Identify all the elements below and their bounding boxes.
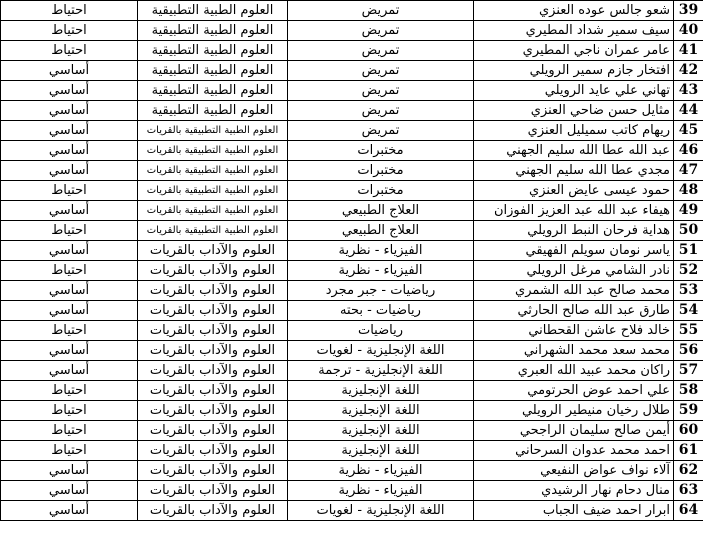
candidate-name: خالد فلاح عاشن القحطاني <box>474 321 674 341</box>
specialization: تمريض <box>288 81 474 101</box>
row-number: 63 <box>674 481 703 501</box>
row-number: 45 <box>674 121 703 141</box>
status: احتياط <box>1 1 138 21</box>
college: العلوم والآداب بالقريات <box>138 381 288 401</box>
specialization: تمريض <box>288 101 474 121</box>
college: العلوم الطبية التطبيقية <box>138 61 288 81</box>
candidate-name: محمد سعد محمد الشهراني <box>474 341 674 361</box>
status: أساسي <box>1 341 138 361</box>
status: أساسي <box>1 281 138 301</box>
specialization: رياضيات - جبر مجرد <box>288 281 474 301</box>
table-row <box>1 381 703 401</box>
specialization: اللغة الإنجليزية - لغويات <box>288 501 474 521</box>
table-row <box>1 181 703 201</box>
row-number: 60 <box>674 421 703 441</box>
specialization: الفيزياء - نظرية <box>288 481 474 501</box>
specialization: مختبرات <box>288 141 474 161</box>
specialization: اللغة الإنجليزية <box>288 381 474 401</box>
table-row <box>1 321 703 341</box>
table-row <box>1 1 703 21</box>
candidate-name: طارق عبد الله صالح الحارثي <box>474 301 674 321</box>
status: أساسي <box>1 121 138 141</box>
status: أساسي <box>1 481 138 501</box>
table-row <box>1 161 703 181</box>
table-row <box>1 341 703 361</box>
status: أساسي <box>1 81 138 101</box>
status: احتياط <box>1 41 138 61</box>
candidate-name: ابرار احمد ضيف الجباب <box>474 501 674 521</box>
college: العلوم الطبية التطبيقية بالقريات <box>138 221 288 241</box>
specialization: الفيزياء - نظرية <box>288 261 474 281</box>
table-row <box>1 481 703 501</box>
specialization: اللغة الإنجليزية - ترجمة <box>288 361 474 381</box>
specialization: رياضيات <box>288 321 474 341</box>
college: العلوم الطبية التطبيقية بالقريات <box>138 121 288 141</box>
candidate-name: محمد صالح عبد الله الشمري <box>474 281 674 301</box>
college: العلوم والآداب بالقريات <box>138 361 288 381</box>
status: أساسي <box>1 101 138 121</box>
specialization: مختبرات <box>288 161 474 181</box>
candidate-name: نادر الشامي مرغل الرويلي <box>474 261 674 281</box>
table-row <box>1 101 703 121</box>
row-number: 53 <box>674 281 703 301</box>
college: العلوم الطبية التطبيقية <box>138 21 288 41</box>
table-row <box>1 261 703 281</box>
table-row <box>1 301 703 321</box>
row-number: 46 <box>674 141 703 161</box>
table-row <box>1 421 703 441</box>
table-row <box>1 361 703 381</box>
candidates-table-body <box>1 1 703 521</box>
candidate-name: طلال رخيان منيطير الرويلي <box>474 401 674 421</box>
specialization: تمريض <box>288 1 474 21</box>
status: أساسي <box>1 301 138 321</box>
specialization: الفيزياء - نظرية <box>288 461 474 481</box>
status: احتياط <box>1 381 138 401</box>
specialization: اللغة الإنجليزية <box>288 441 474 461</box>
college: العلوم الطبية التطبيقية <box>138 81 288 101</box>
college: العلوم والآداب بالقريات <box>138 281 288 301</box>
college: العلوم والآداب بالقريات <box>138 461 288 481</box>
candidate-name: مثايل حسن ضاحي العنزي <box>474 101 674 121</box>
college: العلوم والآداب بالقريات <box>138 421 288 441</box>
college: العلوم والآداب بالقريات <box>138 261 288 281</box>
candidate-name: تهاني علي عايد الرويلي <box>474 81 674 101</box>
candidate-name: راكان محمد عبيد الله العبري <box>474 361 674 381</box>
college: العلوم والآداب بالقريات <box>138 481 288 501</box>
row-number: 54 <box>674 301 703 321</box>
candidate-name: أيمن صالح سليمان الراجحي <box>474 421 674 441</box>
table-row <box>1 221 703 241</box>
candidate-name: افتخار جازم سمير الرويلي <box>474 61 674 81</box>
status: احتياط <box>1 221 138 241</box>
college: العلوم والآداب بالقريات <box>138 501 288 521</box>
row-number: 59 <box>674 401 703 421</box>
college: العلوم والآداب بالقريات <box>138 321 288 341</box>
college: العلوم الطبية التطبيقية بالقريات <box>138 201 288 221</box>
specialization: اللغة الإنجليزية - لغويات <box>288 341 474 361</box>
table-row <box>1 461 703 481</box>
college: العلوم والآداب بالقريات <box>138 341 288 361</box>
status: أساسي <box>1 501 138 521</box>
college: العلوم الطبية التطبيقية بالقريات <box>138 181 288 201</box>
table-row <box>1 401 703 421</box>
row-number: 57 <box>674 361 703 381</box>
row-number: 52 <box>674 261 703 281</box>
specialization: تمريض <box>288 121 474 141</box>
candidate-name: علي احمد عوض الحرتومي <box>474 381 674 401</box>
table-row <box>1 441 703 461</box>
status: أساسي <box>1 161 138 181</box>
specialization: تمريض <box>288 41 474 61</box>
row-number: 58 <box>674 381 703 401</box>
row-number: 64 <box>674 501 703 521</box>
specialization: تمريض <box>288 61 474 81</box>
candidate-name: عامر عمران ناجي المطيري <box>474 41 674 61</box>
college: العلوم الطبية التطبيقية <box>138 41 288 61</box>
candidate-name: مجدي عطا الله سليم الجهني <box>474 161 674 181</box>
candidate-name: هداية فرحان النبط الرويلي <box>474 221 674 241</box>
candidate-name: حمود عيسى عايض العنزي <box>474 181 674 201</box>
table-row <box>1 141 703 161</box>
status: أساسي <box>1 201 138 221</box>
row-number: 55 <box>674 321 703 341</box>
status: احتياط <box>1 21 138 41</box>
row-number: 50 <box>674 221 703 241</box>
status: أساسي <box>1 361 138 381</box>
row-number: 44 <box>674 101 703 121</box>
table-row <box>1 81 703 101</box>
college: العلوم الطبية التطبيقية بالقريات <box>138 141 288 161</box>
status: احتياط <box>1 261 138 281</box>
row-number: 43 <box>674 81 703 101</box>
table-row <box>1 241 703 261</box>
row-number: 61 <box>674 441 703 461</box>
college: العلوم الطبية التطبيقية بالقريات <box>138 161 288 181</box>
status: أساسي <box>1 461 138 481</box>
status: أساسي <box>1 241 138 261</box>
row-number: 47 <box>674 161 703 181</box>
table-row <box>1 121 703 141</box>
status: احتياط <box>1 181 138 201</box>
table-row <box>1 501 703 521</box>
candidate-name: احمد محمد عدوان السرحاني <box>474 441 674 461</box>
table-row <box>1 41 703 61</box>
row-number: 51 <box>674 241 703 261</box>
row-number: 62 <box>674 461 703 481</box>
specialization: تمريض <box>288 21 474 41</box>
college: العلوم والآداب بالقريات <box>138 401 288 421</box>
status: احتياط <box>1 421 138 441</box>
candidate-name: منال دحام نهار الرشيدي <box>474 481 674 501</box>
college: العلوم الطبية التطبيقية <box>138 101 288 121</box>
table-row <box>1 201 703 221</box>
candidate-name: ريهام كاتب سميليل العنزي <box>474 121 674 141</box>
candidate-name: شعو جالس عوده العنزي <box>474 1 674 21</box>
status: أساسي <box>1 141 138 161</box>
row-number: 49 <box>674 201 703 221</box>
specialization: العلاج الطبيعي <box>288 221 474 241</box>
row-number: 48 <box>674 181 703 201</box>
college: العلوم والآداب بالقريات <box>138 241 288 261</box>
college: العلوم الطبية التطبيقية <box>138 1 288 21</box>
candidate-name: آلاء نواف عواض النفيعي <box>474 461 674 481</box>
row-number: 39 <box>674 1 703 21</box>
candidate-name: عبد الله عطا الله سليم الجهني <box>474 141 674 161</box>
table-row <box>1 281 703 301</box>
row-number: 42 <box>674 61 703 81</box>
specialization: اللغة الإنجليزية <box>288 421 474 441</box>
status: احتياط <box>1 321 138 341</box>
status: أساسي <box>1 61 138 81</box>
college: العلوم والآداب بالقريات <box>138 441 288 461</box>
specialization: مختبرات <box>288 181 474 201</box>
specialization: العلاج الطبيعي <box>288 201 474 221</box>
row-number: 40 <box>674 21 703 41</box>
status: احتياط <box>1 401 138 421</box>
candidate-name: سيف سمير شداد المطيري <box>474 21 674 41</box>
row-number: 56 <box>674 341 703 361</box>
specialization: اللغة الإنجليزية <box>288 401 474 421</box>
table-row <box>1 61 703 81</box>
specialization: الفيزياء - نظرية <box>288 241 474 261</box>
candidate-name: ياسر نومان سويلم الفهيقي <box>474 241 674 261</box>
specialization: رياضيات - بحته <box>288 301 474 321</box>
candidate-name: هيفاء عبد الله عبد العزيز الفوزان <box>474 201 674 221</box>
status: احتياط <box>1 441 138 461</box>
row-number: 41 <box>674 41 703 61</box>
college: العلوم والآداب بالقريات <box>138 301 288 321</box>
table-row <box>1 21 703 41</box>
